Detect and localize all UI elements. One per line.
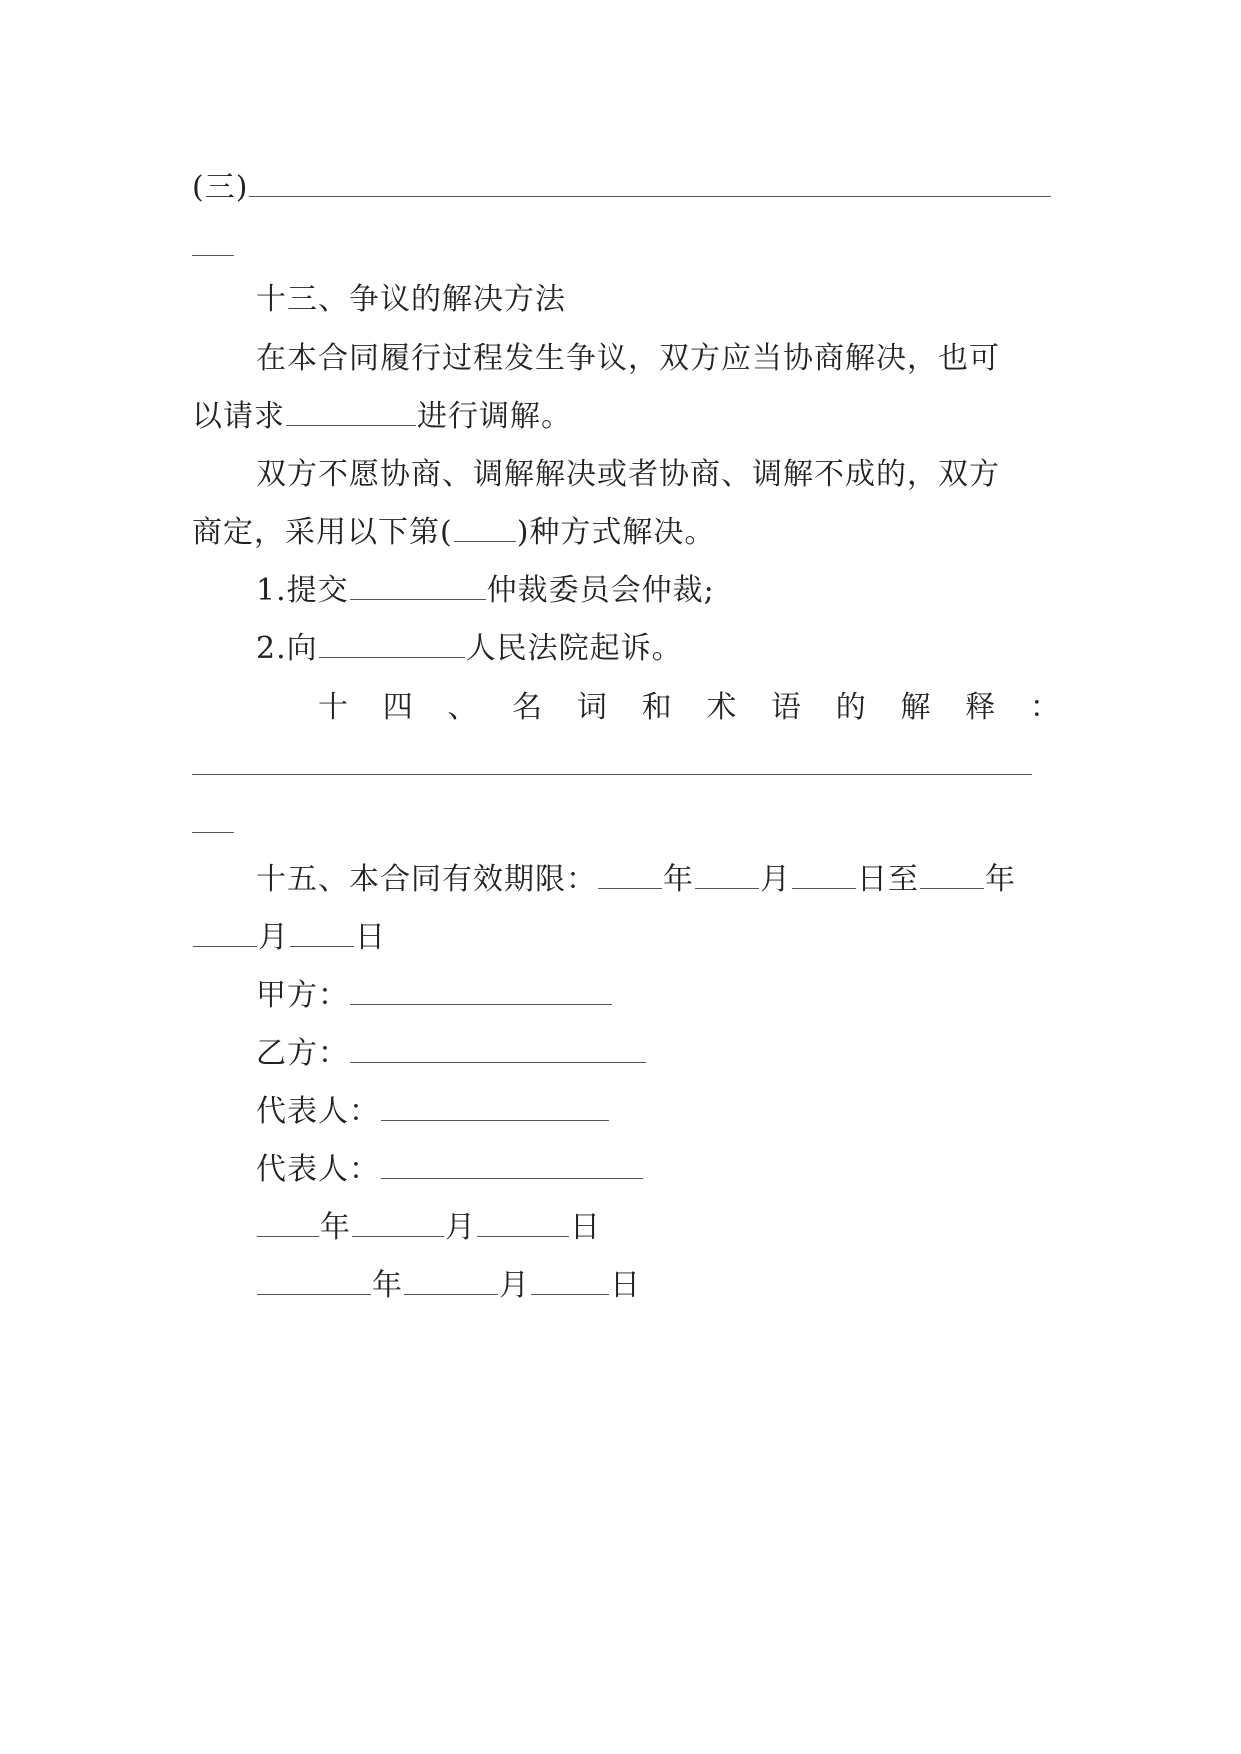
section-14-title: 十 四 、 名 词 和 术 语 的 解 释 ： [318,690,1060,725]
definitions-blank-continuation [192,832,234,833]
start-day-blank [792,887,856,889]
section-13-paragraph-1-line-1: 在本合同履行过程发生争议，双方应当协商解决，也可 [256,341,1000,376]
section-13-title: 十三、争议的解决方法 [256,282,566,317]
court-blank [319,656,465,658]
representative-a-line: 代表人： [256,1092,1126,1132]
option-2-line: 2.向 人民法院起诉。 [256,631,683,666]
end-month-blank [193,945,257,947]
mediator-blank [286,424,416,426]
arbitration-committee-blank [350,598,486,600]
end-year-blank [920,887,984,889]
party-b-line: 乙方： [256,1034,1126,1074]
blank-line-continuation [192,255,234,256]
clause-3-label: (三) [192,170,249,205]
representative-b-blank [381,1177,643,1179]
date-b-day-blank [531,1293,609,1295]
representative-b-line: 代表人： [256,1150,1126,1190]
section-15-line-2: 月 日 [192,918,1062,958]
section-13-paragraph-2-line-2: 商定，采用以下第( )种方式解决。 [192,515,716,550]
section-15-line-1: 十五、本合同有效期限： 年 月 日至 年 [256,862,1016,897]
party-a-line: 甲方： [256,976,1126,1016]
party-a-blank [350,1003,612,1005]
option-number-blank [454,540,516,542]
date-a-month-blank [352,1235,444,1237]
date-a-year-blank [257,1235,319,1237]
representative-a-blank [381,1119,609,1121]
blank-line [249,195,1051,197]
end-day-blank [290,945,354,947]
section-13-paragraph-2-line-1: 双方不愿协商、调解解决或者协商、调解不成的，双方 [256,457,1000,492]
start-month-blank [695,887,759,889]
party-b-blank [350,1061,646,1063]
signing-date-b-line: 年 月 日 [256,1266,1126,1306]
date-b-month-blank [404,1293,498,1295]
date-b-year-blank [257,1293,371,1295]
option-1-line: 1.提交 仲裁委员会仲裁; [256,573,715,608]
signing-date-a-line: 年 月 日 [256,1208,1126,1248]
date-a-day-blank [477,1235,569,1237]
start-year-blank [598,887,662,889]
definitions-blank-line [192,774,1032,775]
clause-3-line [192,168,1062,208]
section-13-paragraph-1-line-2: 以请求 进行调解。 [192,399,572,434]
